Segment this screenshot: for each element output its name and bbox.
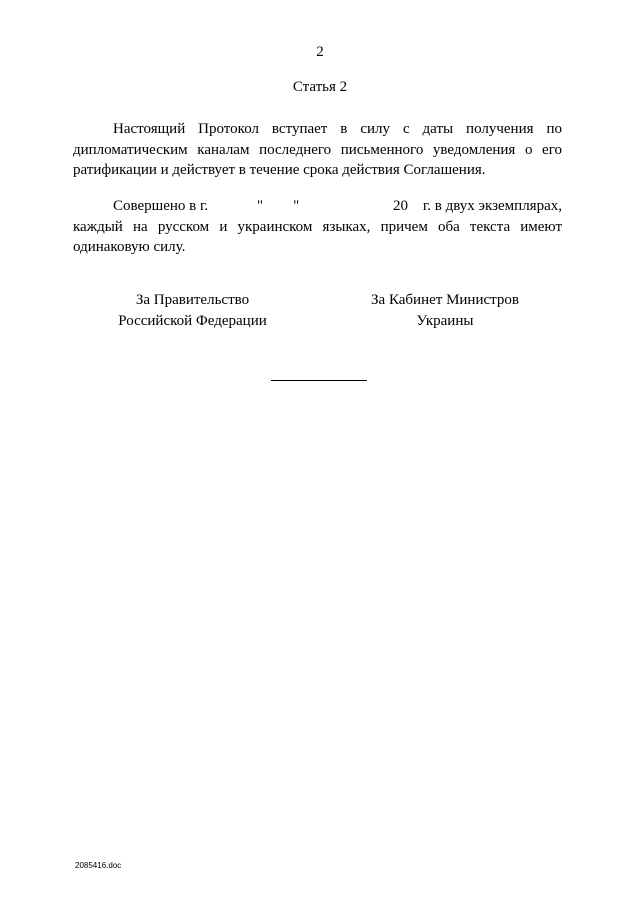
signature-right-line-1: За Кабинет Министров xyxy=(371,292,519,308)
done-at-line xyxy=(73,196,562,217)
signature-left-line-2: Российской Федерации xyxy=(118,312,267,329)
article-paragraph-done-at xyxy=(73,196,562,258)
signature-block-ukraine xyxy=(350,290,540,331)
done-at-suffix: г. в двух экземплярах, xyxy=(422,198,562,214)
done-at-prefix: Совершено в г. xyxy=(113,198,209,214)
signature-block-russia xyxy=(100,290,285,331)
done-at-rest: каждый на русском и украинском языках, причем оба текста имеют одинаковую силу. xyxy=(73,218,562,255)
article-paragraph-entry-into-force: Настоящий Протокол вступает в силу с даты получения по дипломатическим каналам последнего письменного уведомления о его ратификации и действует в течение срока действия Соглашения. xyxy=(73,121,562,178)
quote-close: " xyxy=(293,198,300,214)
footer-file-name: 2085416.doc xyxy=(75,861,122,870)
signature-right-line-2: Украины xyxy=(416,312,474,329)
quote-open: " xyxy=(256,198,264,214)
signature-left-line-1: За Правительство xyxy=(135,292,250,308)
page-number: 2 xyxy=(316,44,324,60)
article-heading: Статья 2 xyxy=(292,79,348,95)
end-of-document-rule-accent xyxy=(314,380,340,381)
done-at-date-quotes xyxy=(223,196,333,217)
done-at-year-prefix: 20 xyxy=(392,198,408,214)
